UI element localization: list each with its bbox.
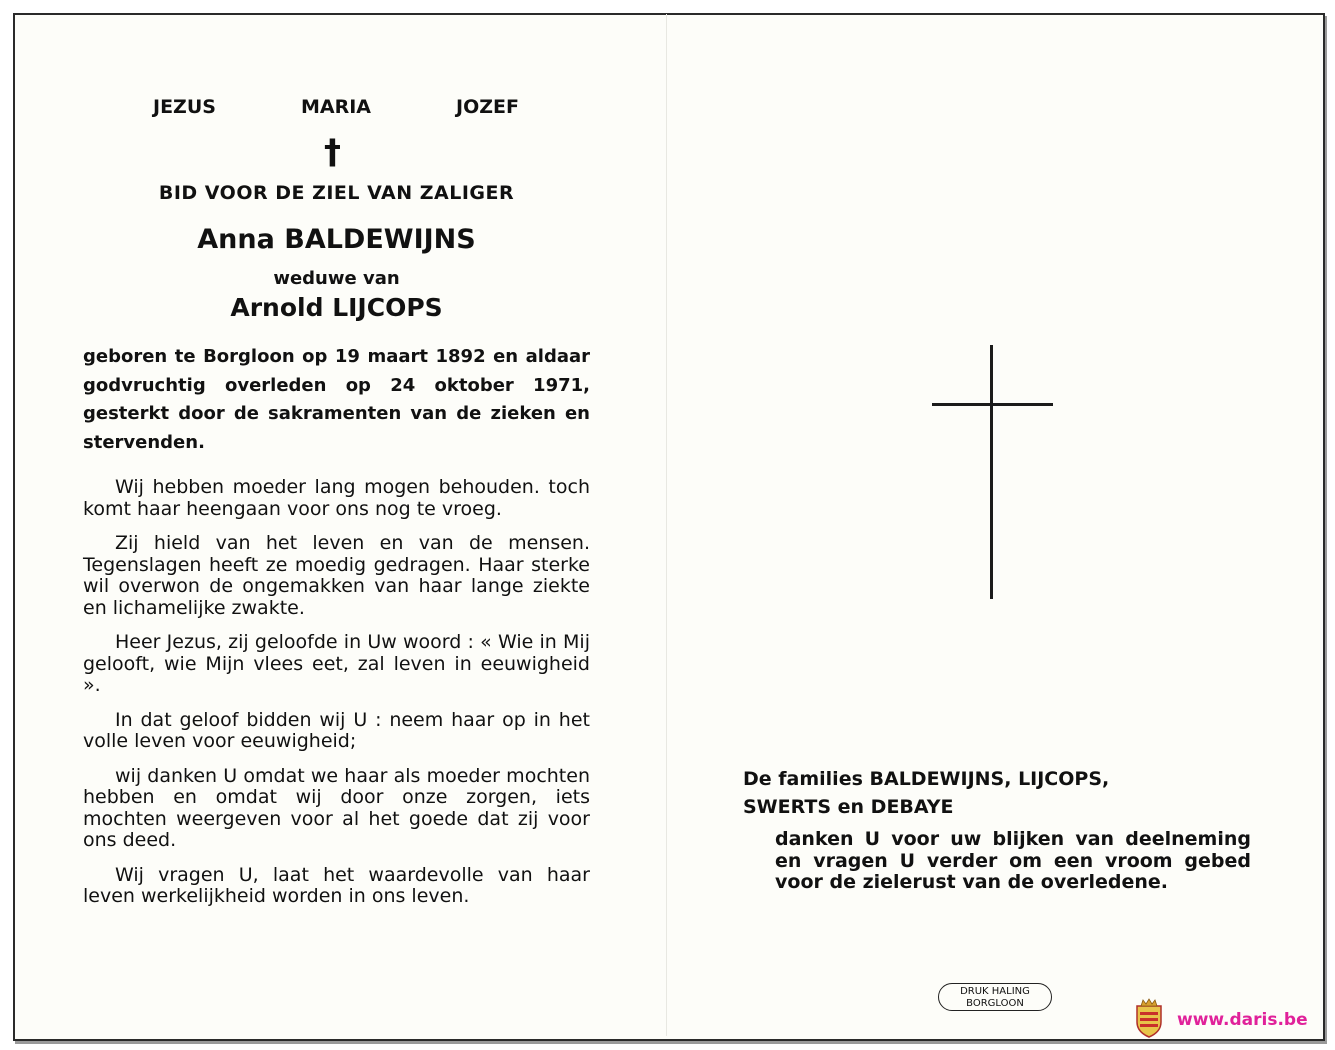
large-cross-icon xyxy=(932,345,1053,599)
spouse-first-name: Arnold xyxy=(230,293,324,322)
trinity-heading xyxy=(83,96,590,120)
printer-stamp xyxy=(938,983,1052,1011)
printer-line-2: BORGLOON xyxy=(966,998,1024,1009)
printer-line-1: DRUK HALING xyxy=(960,986,1030,997)
invocation: BID VOOR DE ZIEL VAN ZALIGER xyxy=(158,182,515,204)
families-line-1: De families BALDEWIJNS, LIJCOPS, xyxy=(743,768,1110,790)
prayer-text xyxy=(83,477,590,908)
prayer-paragraph: In dat geloof bidden wij U : neem haar op in het volle leven voor eeuwigheid; xyxy=(83,708,590,752)
cross-horizontal-bar xyxy=(932,403,1053,406)
coat-of-arms-icon xyxy=(1133,998,1165,1038)
cross-vertical-bar xyxy=(990,345,993,599)
prayer-paragraph: Wij vragen U, laat het waardevolle van haar leven werkelijkheid worden in ons leven. xyxy=(83,863,590,907)
families-line-2: SWERTS en DEBAYE xyxy=(743,796,954,818)
prayer-paragraph: Zij hield van het leven en van de mensen. Tegenslagen heeft ze moedig gedragen. Haar sterke wil overwon de ongemakken van haar lange ziekte en lichamelijke zwakte. xyxy=(83,532,590,619)
trinity-maria: MARIA xyxy=(301,96,372,118)
deceased-surname: BALDEWIJNS xyxy=(284,224,476,255)
spouse-name xyxy=(83,293,590,322)
trinity-jezus: JEZUS xyxy=(153,96,216,118)
thanks-text: danken U voor uw blijken van deelneming en vragen U verder om een vroom gebed voor de zielerust van de overledene. xyxy=(775,828,1251,893)
families-names xyxy=(743,765,1263,821)
card-fold-line xyxy=(666,14,667,1036)
relation: weduwe van xyxy=(273,268,400,289)
biography: geboren te Borgloon op 19 maart 1892 en aldaar godvruchtig overleden op 24 oktober 1971, gesterkt door de sakramenten van de zieken en stervenden. xyxy=(83,346,590,453)
small-cross-icon: † xyxy=(324,132,341,172)
watermark-text[interactable]: www.daris.be xyxy=(1177,1010,1308,1030)
deceased-first-name: Anna xyxy=(197,224,275,255)
trinity-jozef: JOZEF xyxy=(456,96,519,118)
prayer-paragraph: Heer Jezus, zij geloofde in Uw woord : « Wie in Mij gelooft, wie Mijn vlees eet, zal leven in eeuwigheid ». xyxy=(83,631,590,696)
deceased-name xyxy=(83,224,590,255)
prayer-paragraph: Wij hebben moeder lang mogen behouden. toch komt haar heengaan voor ons nog te vroeg. xyxy=(83,476,590,520)
spouse-surname: LIJCOPS xyxy=(332,293,443,322)
prayer-paragraph: wij danken U omdat we haar als moeder mochten hebben en omdat wij door onze zorgen, iets mochten weergeven voor al het goede dat zij voor ons deed. xyxy=(83,764,590,851)
